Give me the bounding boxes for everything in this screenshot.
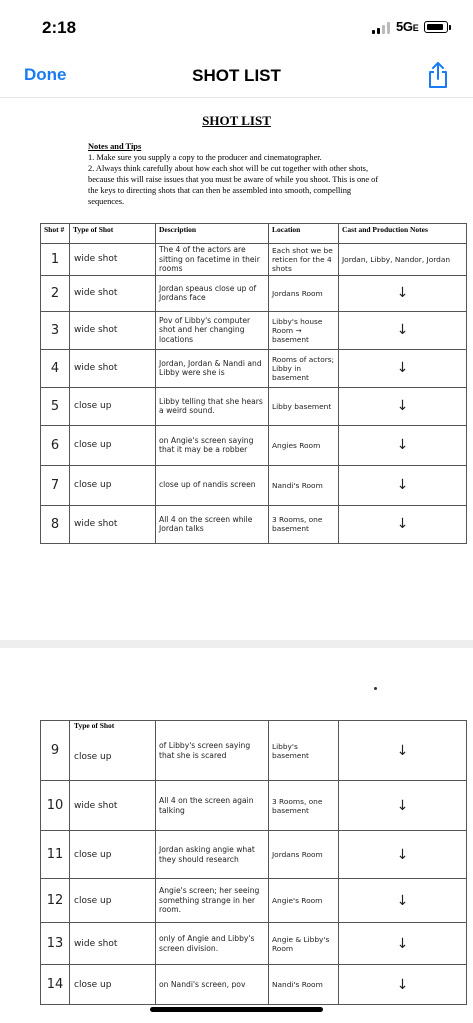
shot-description: of Libby's screen saying that she is scared (156, 721, 269, 781)
shot-location: Jordans Room (269, 275, 339, 311)
shot-type: close up (70, 831, 156, 879)
shot-description: Jordan, Jordan & Nandi and Libby were she is (156, 349, 269, 387)
arrow-down-icon: ↓ (339, 387, 467, 425)
arrow-down-icon: ↓ (339, 275, 467, 311)
shot-description: Jordan speaus close up of Jordans face (156, 275, 269, 311)
document-viewer[interactable] (0, 99, 473, 1023)
table-row (41, 311, 467, 349)
arrow-down-icon: ↓ (339, 721, 467, 781)
stray-dot (374, 687, 377, 690)
shot-location: Libby's house Room → basement (269, 311, 339, 349)
shot-type: wide shot (70, 923, 156, 965)
shot-notes: Jordan, Libby, Nandor, Jordan (339, 244, 467, 276)
done-button[interactable]: Done (24, 65, 67, 84)
arrow-down-icon: ↓ (339, 311, 467, 349)
shot-number: 1 (41, 244, 70, 276)
battery-icon (424, 21, 448, 33)
table-row (41, 965, 467, 1005)
shot-type: close up (74, 752, 112, 762)
shot-number: 2 (41, 275, 70, 311)
arrow-down-icon: ↓ (339, 505, 467, 543)
note-item: 1. Make sure you supply a copy to the producer and cinematographer. (88, 153, 322, 162)
shot-location: Angie's Room (269, 879, 339, 923)
header-type-continued: Type of Shot (74, 721, 115, 730)
table-row (41, 425, 467, 465)
arrow-down-icon: ↓ (339, 465, 467, 505)
shot-location: Libby's basement (269, 721, 339, 781)
document-page-2 (0, 648, 473, 1023)
shot-description: on Angie's screen saying that it may be a robber (156, 425, 269, 465)
shot-description: Jordan asking angie what they should research (156, 831, 269, 879)
shot-number: 6 (41, 425, 70, 465)
shot-type: close up (70, 879, 156, 923)
shot-location: 3 Rooms, one basement (269, 781, 339, 831)
header-notes: Cast and Production Notes (339, 224, 467, 244)
shot-description: All 4 on the screen while Jordan talks (156, 505, 269, 543)
shot-number: 3 (41, 311, 70, 349)
shot-location: Nandi's Room (269, 465, 339, 505)
status-time: 2:18 (42, 18, 77, 37)
notes-heading: Notes and Tips (88, 142, 142, 151)
shot-description: close up of nandis screen (156, 465, 269, 505)
shot-number: 12 (41, 879, 70, 923)
shot-type: close up (70, 965, 156, 1005)
shot-type: wide shot (70, 349, 156, 387)
shot-location: Libby basement (269, 387, 339, 425)
arrow-down-icon: ↓ (339, 923, 467, 965)
shot-number: 10 (41, 781, 70, 831)
shot-number: 14 (41, 965, 70, 1005)
share-icon[interactable] (425, 60, 451, 90)
shot-type-cell (70, 721, 156, 781)
shot-location: Each shot we be reticen for the 4 shots (269, 244, 339, 276)
network-indicator: 5GE (396, 19, 419, 34)
table-row (41, 721, 467, 781)
signal-icon (372, 22, 394, 34)
shot-location: Rooms of actors; Libby in basement (269, 349, 339, 387)
shot-description: Pov of Libby's computer shot and her changing locations (156, 311, 269, 349)
document-title: SHOT LIST (202, 113, 271, 128)
shot-number: 11 (41, 831, 70, 879)
shot-type: wide shot (70, 781, 156, 831)
document-page-1 (0, 99, 473, 640)
nav-title: SHOT LIST (192, 66, 281, 85)
table-row (41, 781, 467, 831)
shot-type: wide shot (70, 275, 156, 311)
shot-location: Angies Room (269, 425, 339, 465)
shot-number: 9 (41, 721, 70, 781)
header-description: Description (156, 224, 269, 244)
shot-type: close up (70, 465, 156, 505)
table-row (41, 831, 467, 879)
shot-number: 8 (41, 505, 70, 543)
shot-description: on Nandi's screen, pov (156, 965, 269, 1005)
shot-location: Nandi's Room (269, 965, 339, 1005)
shot-number: 7 (41, 465, 70, 505)
table-row (41, 275, 467, 311)
table-row (41, 387, 467, 425)
shot-type: close up (70, 387, 156, 425)
table-row (41, 465, 467, 505)
arrow-down-icon: ↓ (339, 349, 467, 387)
shot-number: 5 (41, 387, 70, 425)
arrow-down-icon: ↓ (339, 425, 467, 465)
note-item: 2. Always think carefully about how each shot will be cut together with other shots, because this will raise issues that you must be aware of while you shoot. This is one of the keys to directing shots that can then be assembled into smooth, compelling sequences. (88, 164, 379, 206)
notes-section (88, 141, 388, 207)
table-row (41, 505, 467, 543)
shot-description: Libby telling that she hears a weird sound. (156, 387, 269, 425)
shot-description: All 4 on the screen again talking (156, 781, 269, 831)
header-type: Type of Shot (70, 224, 156, 244)
header-location: Location (269, 224, 339, 244)
shot-description: The 4 of the actors are sitting on facetime in their rooms (156, 244, 269, 276)
header-shot: Shot # (41, 224, 70, 244)
shot-table-continued (40, 720, 467, 1005)
arrow-down-icon: ↓ (339, 965, 467, 1005)
shot-description: only of Angie and Libby's screen division. (156, 923, 269, 965)
table-row (41, 244, 467, 276)
table-row (41, 879, 467, 923)
shot-location: Angie & Libby's Room (269, 923, 339, 965)
shot-number: 13 (41, 923, 70, 965)
table-header-row (41, 224, 467, 244)
table-row (41, 923, 467, 965)
battery-tip (449, 25, 451, 30)
shot-type: wide shot (70, 505, 156, 543)
shot-location: 3 Rooms, one basement (269, 505, 339, 543)
table-row (41, 349, 467, 387)
arrow-down-icon: ↓ (339, 831, 467, 879)
shot-type: wide shot (70, 311, 156, 349)
shot-table (40, 223, 467, 544)
nav-bar (0, 52, 473, 98)
shot-number: 4 (41, 349, 70, 387)
shot-type: wide shot (70, 244, 156, 276)
arrow-down-icon: ↓ (339, 781, 467, 831)
shot-location: Jordans Room (269, 831, 339, 879)
status-bar (0, 0, 473, 52)
arrow-down-icon: ↓ (339, 879, 467, 923)
shot-type: close up (70, 425, 156, 465)
shot-description: Angie's screen; her seeing something strange in her room. (156, 879, 269, 923)
home-indicator[interactable] (150, 1007, 323, 1012)
